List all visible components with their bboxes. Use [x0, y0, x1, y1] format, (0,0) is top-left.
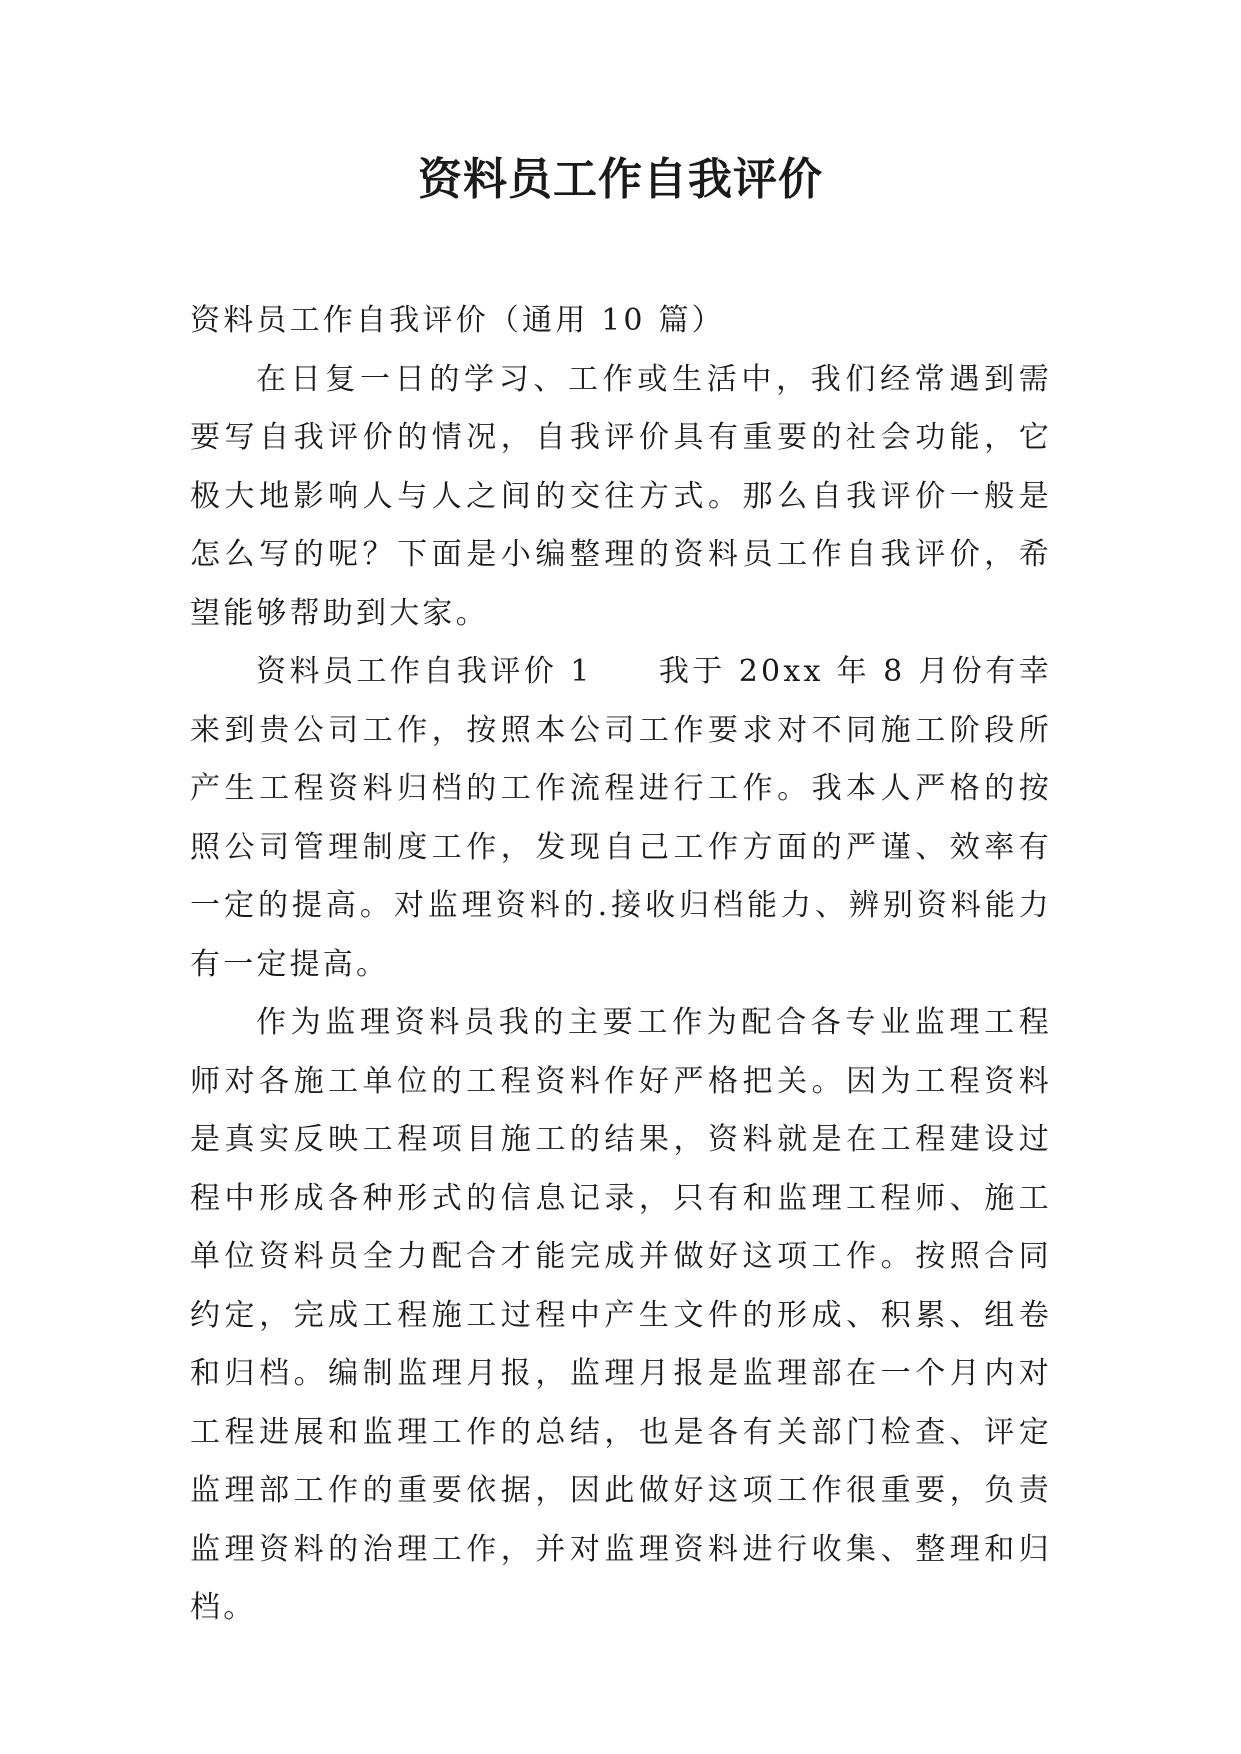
section-1-heading: 资料员工作自我评价 1 [256, 654, 593, 689]
work-duties-paragraph: 作为监理资料员我的主要工作为配合各专业监理工程师对各施工单位的工程资料作好严格把关。因为工程资料是真实反映工程项目施工的结果，资料就是在工程建设过程中形成各种形式的信息记录，只有和监理工程师、施工单位资料员全力配合才能完成并做好这项工作。按照合同约定，完成工程施工过程中产生文件的形成、积累、组卷和归档。编制监理月报，监理月报是监理部在一个月内对工程进展和监理工作的总结，也是各有关部门检查、评定监理部工作的重要依据，因此做好这项工作很重要，负责监理资料的治理工作，并对监理资料进行收集、整理和归档。 [190, 1005, 1052, 1625]
document-body [190, 292, 1052, 1638]
intro-paragraph: 在日复一日的学习、工作或生活中，我们经常遇到需要写自我评价的情况，自我评价具有重要的社会功能，它极大地影响人与人之间的交往方式。那么自我评价一般是怎么写的呢？下面是小编整理的资料员工作自我评价，希望能够帮助到大家。 [190, 361, 1052, 631]
document-subtitle: 资料员工作自我评价（通用 10 篇） [190, 303, 725, 338]
document-title: 资料员工作自我评价 [418, 154, 823, 205]
section-1-paragraph [190, 643, 1052, 994]
section-1-lead: 我于 20xx 年 8 月份有幸来到贵公司工作，按照本公司工作要求对不同施工阶段所产生工程资料归档的工作流程进行工作。我本人严格的按照公司管理制度工作，发现自己工作方面的严谨、效率有一定的提高。对监理资料的.接收归档能力、辨别资料能力有一定提高。 [190, 654, 1052, 982]
